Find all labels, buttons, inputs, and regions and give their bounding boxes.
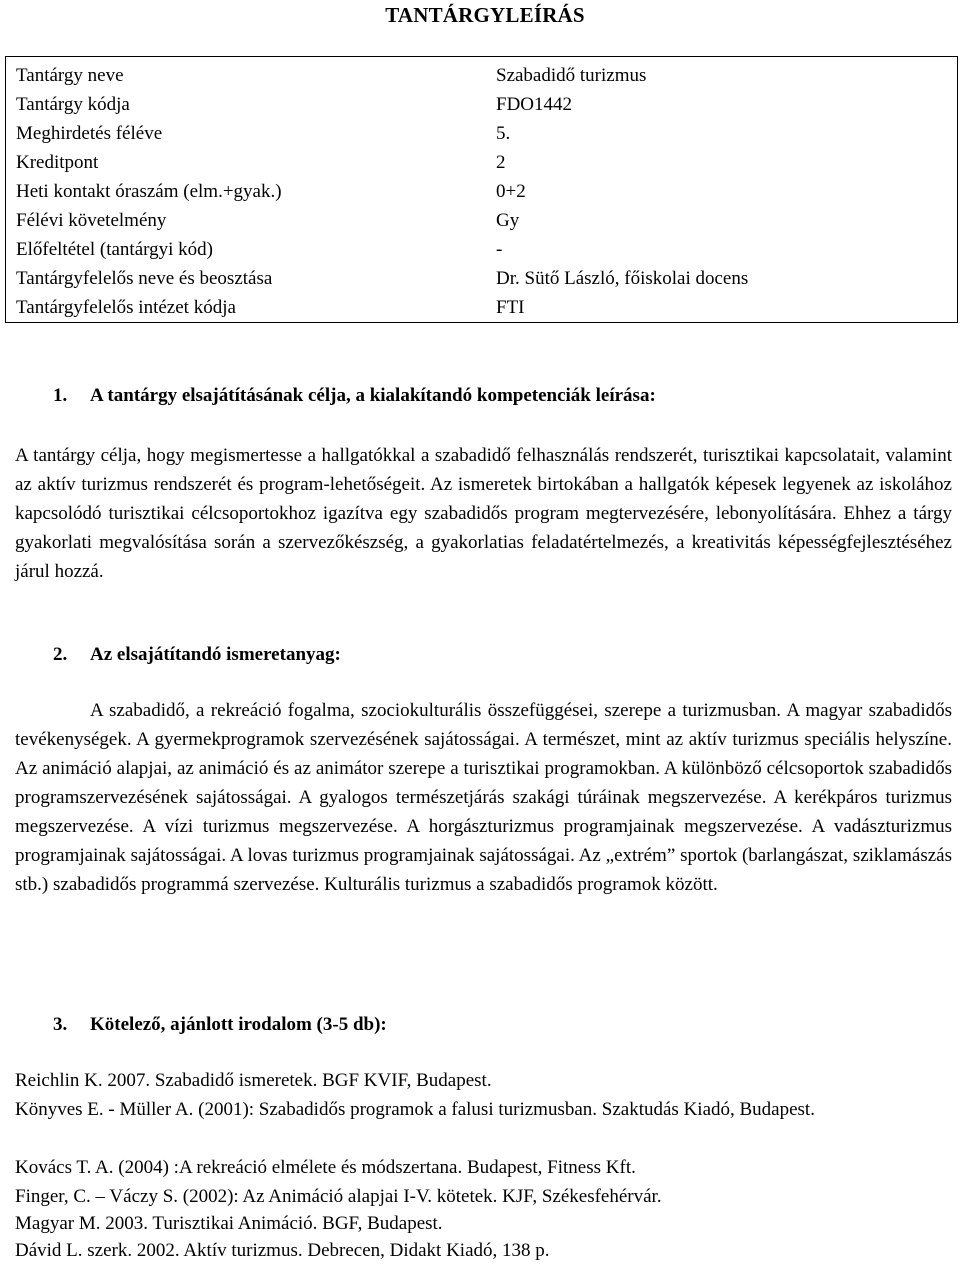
info-value: 5.	[496, 123, 511, 144]
info-value: -	[496, 239, 503, 260]
section-title: Az elsajátítandó ismeretanyag:	[90, 644, 341, 665]
info-row-credits	[16, 148, 946, 177]
info-value: Dr. Sütő László, főiskolai docens	[496, 268, 749, 289]
section-number: 3.	[53, 1014, 68, 1035]
info-label: Meghirdetés féléve	[16, 123, 163, 144]
info-row-institute-code	[16, 293, 946, 322]
info-value: 0+2	[496, 181, 526, 202]
section-1-text: A tantárgy célja, hogy megismertesse a hallgatókkal a szabadidő felhasználás rendszerét, turisztikai kapcsolatait, valamint az aktív turizmus rendszerét és program-lehetőségeit. Az ismeretek birtokában a hallgatók képesek legyenek az iskolához kapcsolódó turisztikai célcsoportokhoz igazítva egy szabadidős program megtervezésére, lebonyolítására. Ehhez a tárgy gyakorlati megvalósítása során a szervezőkészség, a gyakorlatias feladatértelmezés, a kreativitás képességfejlesztéséhez járul hozzá.	[15, 445, 952, 582]
section-number: 2.	[53, 644, 68, 665]
section-1-heading	[53, 381, 656, 410]
info-row-prerequisite	[16, 235, 946, 264]
document-title: TANTÁRGYLEÍRÁS	[385, 3, 585, 27]
info-label: Heti kontakt óraszám (elm.+gyak.)	[16, 181, 282, 202]
info-row-course-code	[16, 90, 946, 119]
course-info-table	[5, 56, 958, 323]
info-row-requirement	[16, 206, 946, 235]
info-row-semester	[16, 119, 946, 148]
info-label: Tantárgyfelelős intézet kódja	[16, 297, 236, 318]
section-title: A tantárgy elsajátításának célja, a kialakítandó kompetenciák leírása:	[90, 385, 656, 406]
info-label: Tantárgy neve	[16, 65, 124, 86]
info-value: Gy	[496, 210, 520, 231]
reference-item: Kovács T. A. (2004) :A rekreáció elmélete és módszertana. Budapest, Fitness Kft.	[15, 1157, 636, 1178]
reference-item: Finger, C. – Váczy S. (2002): Az Animáció alapjai I-V. kötetek. KJF, Székesfehérvár.	[15, 1186, 662, 1207]
info-row-responsible	[16, 264, 946, 293]
info-value: 2	[496, 152, 506, 173]
section-number: 1.	[53, 385, 68, 406]
info-row-course-name	[16, 61, 946, 90]
reference-item: Könyves E. - Müller A. (2001): Szabadidős programok a falusi turizmusban. Szaktudás Kiadó, Budapest.	[15, 1099, 815, 1120]
section-2-heading	[53, 640, 341, 669]
info-label: Tantárgyfelelős neve és beosztása	[16, 268, 273, 289]
reference-item: Magyar M. 2003. Turisztikai Animáció. BGF, Budapest.	[15, 1213, 443, 1234]
info-value: FDO1442	[496, 94, 573, 115]
info-label: Előfeltétel (tantárgyi kód)	[16, 239, 213, 260]
section-3-heading	[53, 1010, 387, 1039]
info-label: Kreditpont	[16, 152, 99, 173]
section-2-text: A szabadidő, a rekreáció fogalma, szociokulturális összefüggései, szerepe a turizmusban. A magyar szabadidős tevékenységek. A gyermekprogramok szervezésének sajátosságai. A természet, mint az aktív turizmus speciális helyszíne. Az animáció alapjai, az animáció és az animátor szerepe a turisztikai programokban. A különböző célcsoportok szabadidős programszervezésének sajátosságai. A gyalogos természetjárás szakági túráinak megszervezése. A kerékpáros turizmus megszervezése. A vízi turizmus megszervezése. A horgászturizmus programjainak megszervezése. A vadászturizmus programjainak sajátosságai. A lovas turizmus programjainak sajátosságai. Az „extrém” sportok (barlangászat, sziklamászás stb.) szabadidős programmá szervezése. Kulturális turizmus a szabadidős programok között.	[15, 700, 952, 895]
info-label: Tantárgy kódja	[16, 94, 130, 115]
info-row-contact-hours	[16, 177, 946, 206]
info-value: FTI	[496, 297, 525, 318]
reference-item: Reichlin K. 2007. Szabadidő ismeretek. BGF KVIF, Budapest.	[15, 1070, 492, 1091]
info-label: Félévi követelmény	[16, 210, 167, 231]
info-value: Szabadidő turizmus	[496, 65, 647, 86]
section-title: Kötelező, ajánlott irodalom (3-5 db):	[90, 1014, 387, 1035]
reference-item: Dávid L. szerk. 2002. Aktív turizmus. Debrecen, Didakt Kiadó, 138 p.	[15, 1240, 550, 1261]
